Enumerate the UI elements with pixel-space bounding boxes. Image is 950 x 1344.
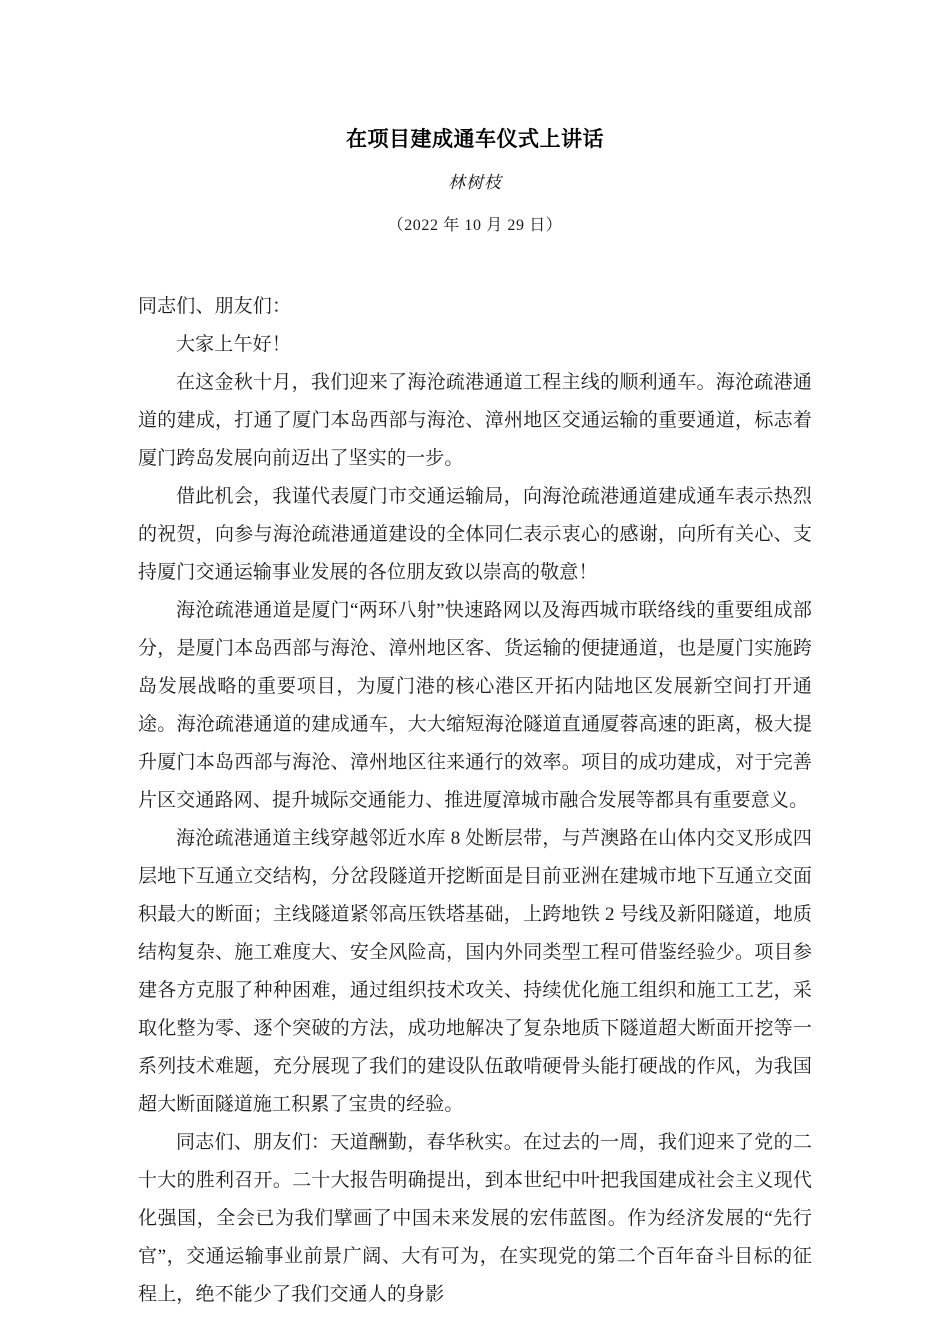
paragraph-p-closing: 同志们、朋友们：天道酬勤，春华秋实。在过去的一周，我们迎来了党的二十大的胜利召开。二十大报告明确提出，到本世纪中叶把我国建成社会主义现代化强国，全会已为我们擘画了中国未来发展的宏伟蓝图。作为经济发展的“先行官”，交通运输事业前景广阔、大有可为，在实现党的第二个百年奋斗目标的征程上，绝不能少了我们交通人的身影 (138, 1132, 812, 1305)
title-block (138, 0, 812, 238)
document-body (138, 0, 812, 1314)
paragraph-p-thanks: 借此机会，我谨代表厦门市交通运输局，向海沧疏港通道建成通车表示热烈的祝贺，向参与海沧疏港通道建设的全体同仁表示衷心的感谢，向所有关心、支持厦门交通运输事业发展的各位朋友致以崇高的敬意！ (138, 486, 812, 583)
document-author: 林树枝 (448, 173, 502, 192)
paragraph-greeting: 大家上午好！ (176, 334, 291, 355)
document-date: （2022 年 10 月 29 日） (387, 217, 563, 234)
paragraph-p-opening: 在这金秋十月，我们迎来了海沧疏港通道工程主线的顺利通车。海沧疏港通道的建成，打通了厦门本岛西部与海沧、漳州地区交通运输的重要通道，标志着厦门跨岛发展向前迈出了坚实的一步。 (138, 372, 812, 469)
document-paragraphs (138, 238, 812, 1314)
paragraph-p-significance: 海沧疏港通道是厦门“两环八射”快速路网以及海西城市联络线的重要组成部分，是厦门本岛西部与海沧、漳州地区客、货运输的便捷通道，也是厦门实施跨岛发展战略的重要项目，为厦门港的核心港区开拓内陆地区发展新空间打开通途。海沧疏港通道的建成通车，大大缩短海沧隧道直通厦蓉高速的距离，极大提升厦门本岛西部与海沧、漳州地区往来通行的效率。项目的成功建成，对于完善片区交通路网、提升城际交通能力、推进厦漳城市融合发展等都具有重要意义。 (138, 600, 812, 811)
paragraph-salutation: 同志们、朋友们： (138, 296, 292, 317)
document-title: 在项目建成通车仪式上讲话 (346, 127, 604, 151)
paragraph-p-engineering: 海沧疏港通道主线穿越邻近水库 8 处断层带，与芦澳路在山体内交叉形成四层地下互通立交结构，分岔段隧道开挖断面是目前亚洲在建城市地下互通立交面积最大的断面；主线隧道紧邻高压铁塔基础，上跨地铁 2 号线及新阳隧道，地质结构复杂、施工难度大、安全风险高，国内外同类型工程可借鉴经验少。项目参建各方克服了种种困难，通过组织技术攻关、持续优化施工组织和施工工艺，采取化整为零、逐个突破的方法，成功地解决了复杂地质下隧道超大断面开挖等一系列技术难题，充分展现了我们的建设队伍敢啃硬骨头能打硬战的作风，为我国超大断面隧道施工积累了宝贵的经验。 (138, 828, 812, 1115)
